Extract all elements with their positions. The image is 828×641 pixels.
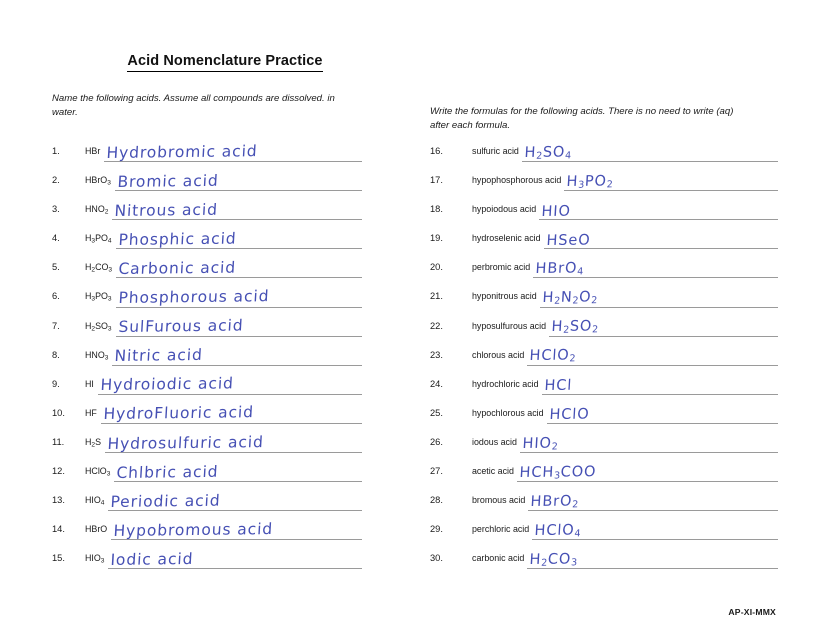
handwritten-answer: Phosphic acid bbox=[117, 229, 237, 249]
question-number: 9. bbox=[52, 378, 60, 389]
handwritten-answer: Periodic acid bbox=[110, 491, 222, 511]
answer-line[interactable] bbox=[98, 394, 362, 395]
question-row bbox=[52, 517, 362, 546]
question-row bbox=[52, 546, 362, 575]
question-row bbox=[430, 401, 778, 430]
question-row bbox=[430, 197, 778, 226]
handwritten-answer: HClO$_4$ bbox=[534, 522, 582, 540]
handwritten-answer: Phosphorous acid bbox=[117, 287, 270, 308]
question-row bbox=[430, 517, 778, 546]
handwritten-answer: HSeO bbox=[545, 232, 591, 249]
handwritten-answer: HClO bbox=[548, 406, 590, 424]
question-number: 13. bbox=[52, 495, 65, 506]
handwritten-answer: Nitrous acid bbox=[114, 200, 219, 220]
handwritten-answer: HCl bbox=[543, 378, 573, 395]
acid-name-label: carbonic acid bbox=[472, 553, 525, 564]
handwritten-answer: HBrO$_2$ bbox=[530, 493, 580, 511]
chemical-formula-label: HI bbox=[85, 378, 94, 389]
chemical-formula-label: HBrO$_3$ bbox=[85, 175, 111, 187]
answer-line[interactable] bbox=[520, 452, 778, 453]
question-number: 12. bbox=[52, 466, 65, 477]
handwritten-answer: Hydrosulfuric acid bbox=[106, 432, 265, 453]
chemical-formula-label: $HNO_3$ bbox=[85, 349, 109, 362]
question-number: 22. bbox=[430, 320, 443, 331]
question-row bbox=[52, 168, 362, 197]
answer-line[interactable] bbox=[540, 307, 778, 308]
answer-line[interactable] bbox=[532, 539, 778, 540]
chemical-formula-label: $H_2SO_3$ bbox=[85, 320, 112, 332]
question-row bbox=[52, 401, 362, 430]
handwritten-answer: $H_2SO_4$ bbox=[523, 144, 572, 162]
question-row bbox=[430, 488, 778, 517]
answer-line[interactable] bbox=[549, 336, 778, 337]
question-number: 10. bbox=[52, 407, 65, 418]
handwritten-answer: Chlbric acid bbox=[116, 462, 220, 482]
acid-name-label: hydrochloric acid bbox=[472, 378, 539, 389]
handwritten-answer: Hydroiodic acid bbox=[99, 374, 235, 395]
question-number: 3. bbox=[52, 204, 60, 215]
question-row bbox=[430, 372, 778, 401]
question-number: 14. bbox=[52, 524, 65, 535]
answer-line[interactable] bbox=[101, 423, 362, 424]
question-number: 30. bbox=[430, 553, 443, 564]
handwritten-answer: HClO$_2$ bbox=[529, 347, 577, 365]
question-number: 25. bbox=[430, 407, 443, 418]
handwritten-answer: HIO bbox=[541, 203, 572, 220]
chemical-formula-label: $H_3PO_4$ bbox=[85, 233, 112, 245]
answer-line[interactable] bbox=[533, 277, 778, 278]
handwritten-answer: Carbonic acid bbox=[118, 258, 237, 278]
chemical-formula-label: $H_3PO_3$ bbox=[85, 291, 112, 303]
acid-name-label: chlorous acid bbox=[472, 349, 525, 360]
page-title: Acid Nomenclature Practice bbox=[127, 53, 322, 72]
question-number: 16. bbox=[430, 146, 443, 156]
page-title-container bbox=[0, 52, 450, 72]
chemical-formula-label: HClO$_3$ bbox=[85, 466, 111, 478]
handwritten-answer: Bromic acid bbox=[116, 171, 220, 191]
question-row bbox=[52, 226, 362, 255]
handwritten-answer: $H_2CO_3$ bbox=[529, 551, 579, 569]
question-row bbox=[52, 255, 362, 284]
acid-name-label: hyponitrous acid bbox=[472, 291, 537, 302]
handwritten-answer: $H_3PO_2$ bbox=[566, 173, 614, 191]
question-row bbox=[430, 314, 778, 343]
question-number: 11. bbox=[52, 436, 65, 447]
question-number: 6. bbox=[52, 291, 60, 302]
question-number: 4. bbox=[52, 233, 60, 244]
question-number: 18. bbox=[430, 204, 443, 215]
acid-name-label: sulfuric acid bbox=[472, 146, 519, 156]
acid-name-label: iodous acid bbox=[472, 436, 517, 447]
acid-name-label: perbromic acid bbox=[472, 262, 531, 273]
acid-name-label: hypoiodous acid bbox=[472, 204, 537, 215]
chemical-formula-label: $HNO_2$ bbox=[85, 204, 109, 216]
question-number: 21. bbox=[430, 291, 443, 302]
question-row bbox=[52, 314, 362, 343]
handwritten-answer: Hypobromous acid bbox=[113, 519, 274, 540]
chemical-formula-label: $HIO_4$ bbox=[85, 495, 105, 507]
question-row bbox=[52, 197, 362, 226]
question-number: 15. bbox=[52, 553, 65, 564]
acid-name-label: perchloric acid bbox=[472, 524, 530, 535]
handwritten-answer: $H_2SO_2$ bbox=[551, 318, 599, 336]
question-row bbox=[430, 546, 778, 575]
chemical-formula-label: $H_2CO_3$ bbox=[85, 262, 113, 274]
question-row bbox=[52, 459, 362, 488]
answer-line[interactable] bbox=[539, 219, 778, 220]
answer-line[interactable] bbox=[116, 277, 362, 278]
answer-line[interactable] bbox=[112, 365, 362, 366]
chemical-formula-label: HBrO bbox=[85, 524, 108, 535]
question-number: 29. bbox=[430, 524, 443, 535]
question-row bbox=[430, 430, 778, 459]
acid-name-label: acetic acid bbox=[472, 466, 514, 477]
handwritten-answer: Iodic acid bbox=[110, 549, 195, 569]
formula-questions-column bbox=[430, 139, 778, 575]
question-row bbox=[52, 139, 362, 168]
question-row bbox=[430, 284, 778, 313]
question-row bbox=[52, 343, 362, 372]
question-number: 24. bbox=[430, 378, 443, 389]
question-number: 20. bbox=[430, 262, 443, 273]
answer-line[interactable] bbox=[564, 190, 778, 191]
acid-name-label: hyposulfurous acid bbox=[472, 320, 547, 331]
question-row bbox=[430, 168, 778, 197]
question-row bbox=[52, 284, 362, 313]
answer-line[interactable] bbox=[542, 394, 778, 395]
question-row bbox=[52, 372, 362, 401]
question-number: 7. bbox=[52, 320, 60, 331]
question-row bbox=[52, 430, 362, 459]
handwritten-answer: Nitric acid bbox=[114, 346, 204, 366]
acid-name-label: hypophosphorous acid bbox=[472, 175, 562, 186]
chemical-formula-label: HBr bbox=[85, 146, 101, 156]
acid-name-label: hypochlorous acid bbox=[472, 407, 544, 418]
handwritten-answer: Hydrobromic acid bbox=[106, 141, 259, 162]
right-column-instructions: Write the formulas for the following acids. There is no need to write (aq) after each formula. bbox=[430, 106, 734, 131]
acid-name-label: bromous acid bbox=[472, 495, 526, 506]
question-number: 26. bbox=[430, 436, 443, 447]
chemical-formula-label: $H_2S$ bbox=[85, 436, 102, 449]
answer-line[interactable] bbox=[528, 510, 778, 511]
handwritten-answer: $HCH_3COO$ bbox=[518, 463, 597, 482]
question-row bbox=[430, 139, 778, 168]
acid-name-label: hydroselenic acid bbox=[472, 233, 541, 244]
question-number: 19. bbox=[430, 233, 443, 244]
handwritten-answer: SulFurous acid bbox=[117, 316, 244, 337]
naming-questions-column bbox=[52, 139, 362, 575]
question-row bbox=[430, 226, 778, 255]
chemical-formula-label: HF bbox=[85, 407, 97, 418]
question-number: 17. bbox=[430, 175, 443, 186]
question-number: 28. bbox=[430, 495, 443, 506]
handwritten-answer: HBrO$_4$ bbox=[535, 260, 585, 278]
answer-line[interactable] bbox=[116, 336, 362, 337]
question-row bbox=[52, 488, 362, 517]
question-number: 27. bbox=[430, 466, 443, 477]
question-row bbox=[430, 343, 778, 372]
question-number: 1. bbox=[52, 146, 60, 156]
question-number: 23. bbox=[430, 349, 443, 360]
chemical-formula-label: $HIO_3$ bbox=[85, 553, 105, 565]
question-row bbox=[430, 459, 778, 488]
question-row bbox=[430, 255, 778, 284]
question-number: 5. bbox=[52, 262, 60, 273]
question-number: 8. bbox=[52, 349, 60, 360]
question-number: 2. bbox=[52, 175, 60, 186]
handwritten-answer: HydroFluoric acid bbox=[102, 403, 255, 424]
handwritten-answer: $H_2N_2O_2$ bbox=[541, 289, 598, 307]
footer-code: AP-XI-MMX bbox=[728, 607, 776, 617]
answer-line[interactable] bbox=[116, 307, 362, 308]
left-column-instructions: Name the following acids. Assume all compounds are dissolved. in water. bbox=[52, 93, 335, 118]
answer-line[interactable] bbox=[522, 161, 778, 162]
answer-line[interactable] bbox=[547, 423, 778, 424]
answer-line[interactable] bbox=[527, 365, 778, 366]
handwritten-answer: $HIO_2$ bbox=[521, 435, 559, 453]
answer-line[interactable] bbox=[527, 568, 778, 569]
